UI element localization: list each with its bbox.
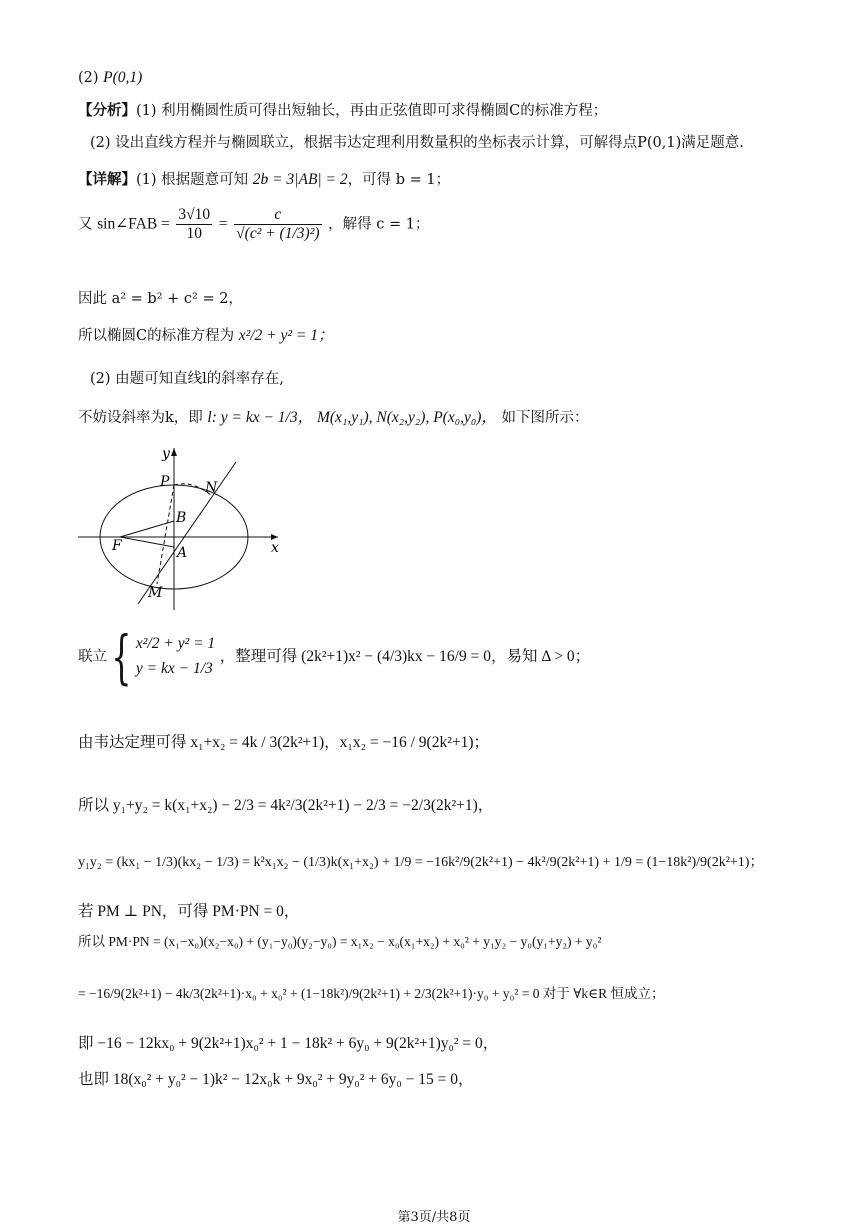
frac-3sqrt10 [176,206,212,243]
label-m: M [148,585,163,601]
detail-line-4 [78,326,333,345]
label-a: A [177,545,188,561]
frac-num: 3√10 [178,206,211,223]
analysis-text-1: (1) 利用椭圆性质可得出短轴长，再由正弦值即可求得椭圆C的标准方程； [136,103,608,119]
yprod-line: y₁y₂ = (kx₁ − 1/3)(kx₂ − 1/3) = k²x₁x₂ − (1/3)k(x₁+x₂) + 1/9 = −16k²/9(2k²+1) − 4k²/9(2k²+1) + 1/9 = (1−18k²)/9(2k²+1)； [78,855,764,870]
sin-fab: sin∠FAB = [97,215,170,233]
detail-post-2: ，解得 c = 1； [328,216,430,233]
ellipse-equation: x²/2 + y² = 1； [238,327,334,344]
detail-line-6 [78,408,589,427]
answer-point: P(0,1) [103,69,143,86]
analysis-line-1 [78,102,607,120]
ellipse-figure [78,440,288,612]
dashed-pm [157,485,174,584]
zhengli-text: ，整理可得 (2k²+1)x² − (4/3)kx − 16/9 = 0，易知 Δ > 0； [219,648,591,665]
label-x: x [271,540,279,556]
detail-line-1 [78,170,450,189]
analysis-tag: 【分析】 [78,102,136,119]
answer-label: (2) [78,70,99,86]
system-eq-2: y = kx − 1/3 [135,660,213,677]
weida-line: 由韦达定理可得 x₁+x₂ = 4k / 3(2k²+1)，x₁x₂ = −16 / 9(2k²+1)； [78,734,489,751]
detail-text-6: 不妨设斜率为k，即 [78,410,203,426]
detail-line-5: (2) 由题可知直线l的斜率存在, [90,371,284,387]
line-definition: l: y = kx − 1/3， M(x₁,y₁), N(x₂,y₂), P(x₀,y₀)， [207,409,497,426]
detail-line-2: 又 sin∠FAB = $\frac{3√10}{10}$ = $\frac{c}{\text{√(c² + (1/3)²)}}$ ，解得 c = 1； [78,206,430,242]
frac-den: 10 [186,224,203,242]
yeji-line: 也即 18(x₀² + y₀² − 1)k² − 12x₀k + 9x₀² + 9y₀² + 6y₀ − 15 = 0， [78,1071,474,1088]
expand-line: = −16/9(2k²+1) − 4k/3(2k²+1)·x₀ + x₀² + (1−18k²)/9(2k²+1) + 2/3(2k²+1)·y₀ + y₀² = 0 对于 ∀k∈R 恒成立； [78,986,665,1001]
line-l [138,462,236,604]
page-footer: 第3页/共8页 [397,1210,471,1225]
detail-post-6: 如下图所示： [501,410,589,426]
detail-line-3: 因此 a² = b² + c² = 2， [78,291,243,307]
answer-line [78,68,142,87]
detail-you: 又 [78,216,93,233]
frac-c [234,206,321,243]
ji-line: 即 −16 − 12kx₀ + 9(2k²+1)x₀² + 1 − 18k² + 6y₀ + 9(2k²+1)y₀² = 0， [78,1035,499,1052]
label-p: P [160,474,170,490]
perp-line: 若 PM ⊥ PN，可得 PM·PN = 0， [78,903,300,920]
frac-num: c [234,206,321,225]
detail-post-1: ，可得 b = 1； [347,172,451,188]
label-b: B [176,510,187,526]
label-f: F [112,538,122,554]
detail-text-1: (1) 根据题意可知 [136,172,249,188]
ysum-line: 所以 y₁+y₂ = k(x₁+x₂) − 2/3 = 4k²/3(2k²+1) − 2/3 = −2/3(2k²+1)， [78,797,494,814]
detail-tag: 【详解】 [78,171,136,188]
detail-math-1: 2b = 3|AB| = 2 [252,171,348,188]
system-eq-1: x²/2 + y² = 1 [135,635,216,653]
lianli-label: 联立 [78,649,107,665]
lianli-line: 联立{ x²/2 + y² = 1 y = kx − 1/3 ，整理可得 (2k²+1)x² − (4/3)kx − 16/9 = 0，易知 Δ > 0； [78,623,591,691]
frac-den: √(c² + (1/3)²) [236,224,320,242]
dot-line: 所以 PM·PN = (x₁−x₀)(x₂−x₀) + (y₁−y₀)(y₂−y₀) = x₁x₂ − x₀(x₁+x₂) + x₀² + y₁y₂ − y₀(y₁+y₂) + y₀² [78,934,602,949]
y-axis-arrow [171,448,177,456]
segment-fa [120,537,174,547]
analysis-line-2: (2) 设出直线方程并与椭圆联立，根据韦达定理利用数量积的坐标表示计算，可解得点P(0,1)满足题意. [90,135,744,151]
label-y: y [162,446,170,462]
detail-text-4: 所以椭圆C的标准方程为 [78,328,235,344]
label-n: N [205,480,218,496]
equation-system [136,632,215,682]
